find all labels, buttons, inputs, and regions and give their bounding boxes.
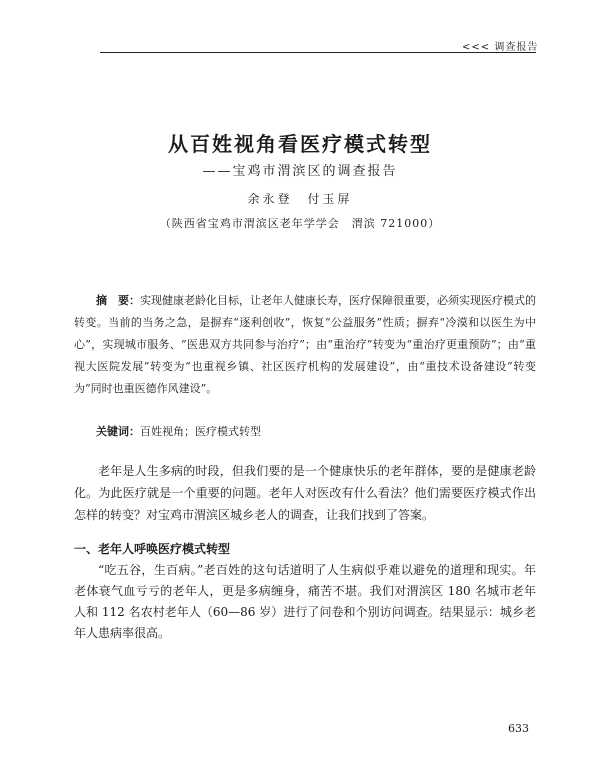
intro-paragraph: 老年是人生多病的时段，但我们要的是一个健康快乐的老年群体，要的是健康老龄化。为此医疗就是一个重要的问题。老年人对医改有什么看法？他们需要医疗模式作出怎样的转变？对宝鸡市渭滨区城乡老人的调查，让我们找到了答案。 <box>74 464 536 522</box>
running-header: <<< 调查报告 <box>462 42 539 53</box>
header-rule <box>100 52 536 53</box>
authors: 余永登 付玉屏 <box>247 192 353 206</box>
keywords-text: 百姓视角；医疗模式转型 <box>140 425 261 438</box>
affiliation: （陕西省宝鸡市渭滨区老年学学会 渭滨 721000） <box>159 217 441 230</box>
keywords-label: 关键词： <box>96 425 140 438</box>
article-title: 从百姓视角看医疗模式转型 <box>168 132 432 156</box>
keywords <box>96 423 536 439</box>
abstract-label: 摘 要： <box>96 294 140 307</box>
section-heading: 一、老年人呼唤医疗模式转型 <box>74 542 231 556</box>
page-number: 633 <box>508 722 529 735</box>
abstract <box>74 290 536 400</box>
abstract-text: 实现健康老龄化目标，让老年人健康长寿，医疗保障很重要，必须实现医疗模式的转变。当前的当务之急，是摒弃“逐利创收”，恢复“公益服务”性质；摒弃“冷漠和以医生为中心”，实现城市服务、“医患双方共同参与治疗”；由“重治疗”转变为“重治疗更重预防”；由“重视大医院发展”转变为“也重视乡镇、社区医疗机构的发展建设”，由“重技术设备建设”转变为“同时也重医德作风建设”。 <box>74 294 536 395</box>
section-body: “吃五谷，生百病。”老百姓的这句话道明了人生病似乎难以避免的道理和现实。年老体衰气血亏亏的老年人，更是多病缠身，痛苦不堪。我们对渭滨区 180 名城市老年人和 112 名农村老年人（60—86 岁）进行了问卷和个别访问调查。结果显示：城乡老年人患病率很高。 <box>74 563 536 640</box>
article-subtitle: ——宝鸡市渭滨区的调查报告 <box>202 164 398 179</box>
